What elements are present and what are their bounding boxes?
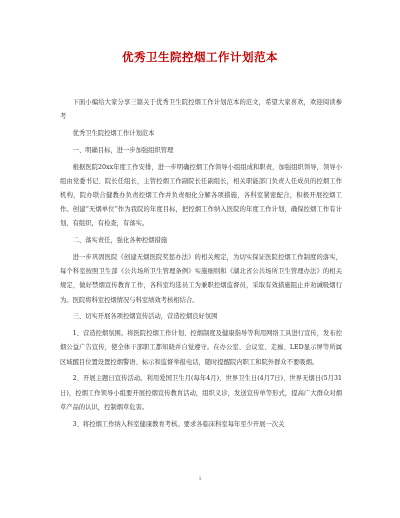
list-item-3: 3、将控烟工作纳入科室健康教育考核。要求各临床科室每年至少开展一次关 [72,420,285,428]
document-title: 优秀卫生院控烟工作计划范本 [122,50,278,64]
document-body [60,96,342,434]
body-paragraph-2: 进一步巩固医院《创建无烟医院奖惩办法》的相关规定，为切实保证医院控烟工作制度的落实，每个科室按照卫生部《公共场所卫生管理条例》实施细则和《湖北省公共场所卫生管理办法》的相关规定，做好禁烟宣传教育工作，各科室均选员工为兼职控烟监督员，采取有效措施阻止并劝诫吸烟行为。医院将科室控烟情况与科室绩效考核相结合。 [60,254,342,304]
list-item-2: 2、开展主题日宣传活动。利用爱国卫生月(每年4月)、世界卫生日(4月7日)、世界无烟日(5月31日)，控烟工作领导小组要开展控烟宣传教育活动，组织义诊，发送宣传单等形式，提高广大群众对烟草产品的认识，控制烟草危害。 [60,375,342,411]
section-heading-2: 二、落实责任，强化各种控烟措施 [72,237,168,245]
body-paragraph-1: 根据医院20xx年度工作安排，进一步明确控烟工作领导小组组成和职责，加强组织领导，领导小组由党委书记、院长任组长，主管控烟工作副院长任副组长，相关职能部门负责人任成员的控烟工作机构，院办联合健教办负责控烟工作并负责细化分解各项措施，各科室紧密配合，积极开展控烟工作。创建“无烟单位”作为我院的年度目标，把控烟工作纳入医院的年度工作计划，确保控烟工作有计划，有组织，有检查，有落实。 [60,163,342,228]
section-heading-3: 三、切实开展各项控烟宣传活动，营造控烟良好氛围 [72,313,218,321]
intro-paragraph: 下面小编给大家分享三篇关于优秀卫生院控烟工作计划范本的范文，希望大家喜欢，欢迎阅读参考 [60,99,342,121]
subtitle-paragraph: 优秀卫生院控烟工作计划范本 [72,130,155,137]
list-item-1: 1、营造控烟氛围。将医院控烟工作计划、控烟制度及健康指导等利用网络工具进行宣传，发布控烟公益广告宣传，使全体干部职工都知晓并自觉遵守。在办公室、会议室、走廊、LED显示屏等所属区域醒目位置设置控烟警语、标示和监督举报电话，随时提醒院内职工和院外群众不要吸烟。 [60,330,342,366]
section-heading-1: 一、明确目标，进一步加强组织管理 [72,146,174,154]
page-number: 1 [198,476,202,482]
